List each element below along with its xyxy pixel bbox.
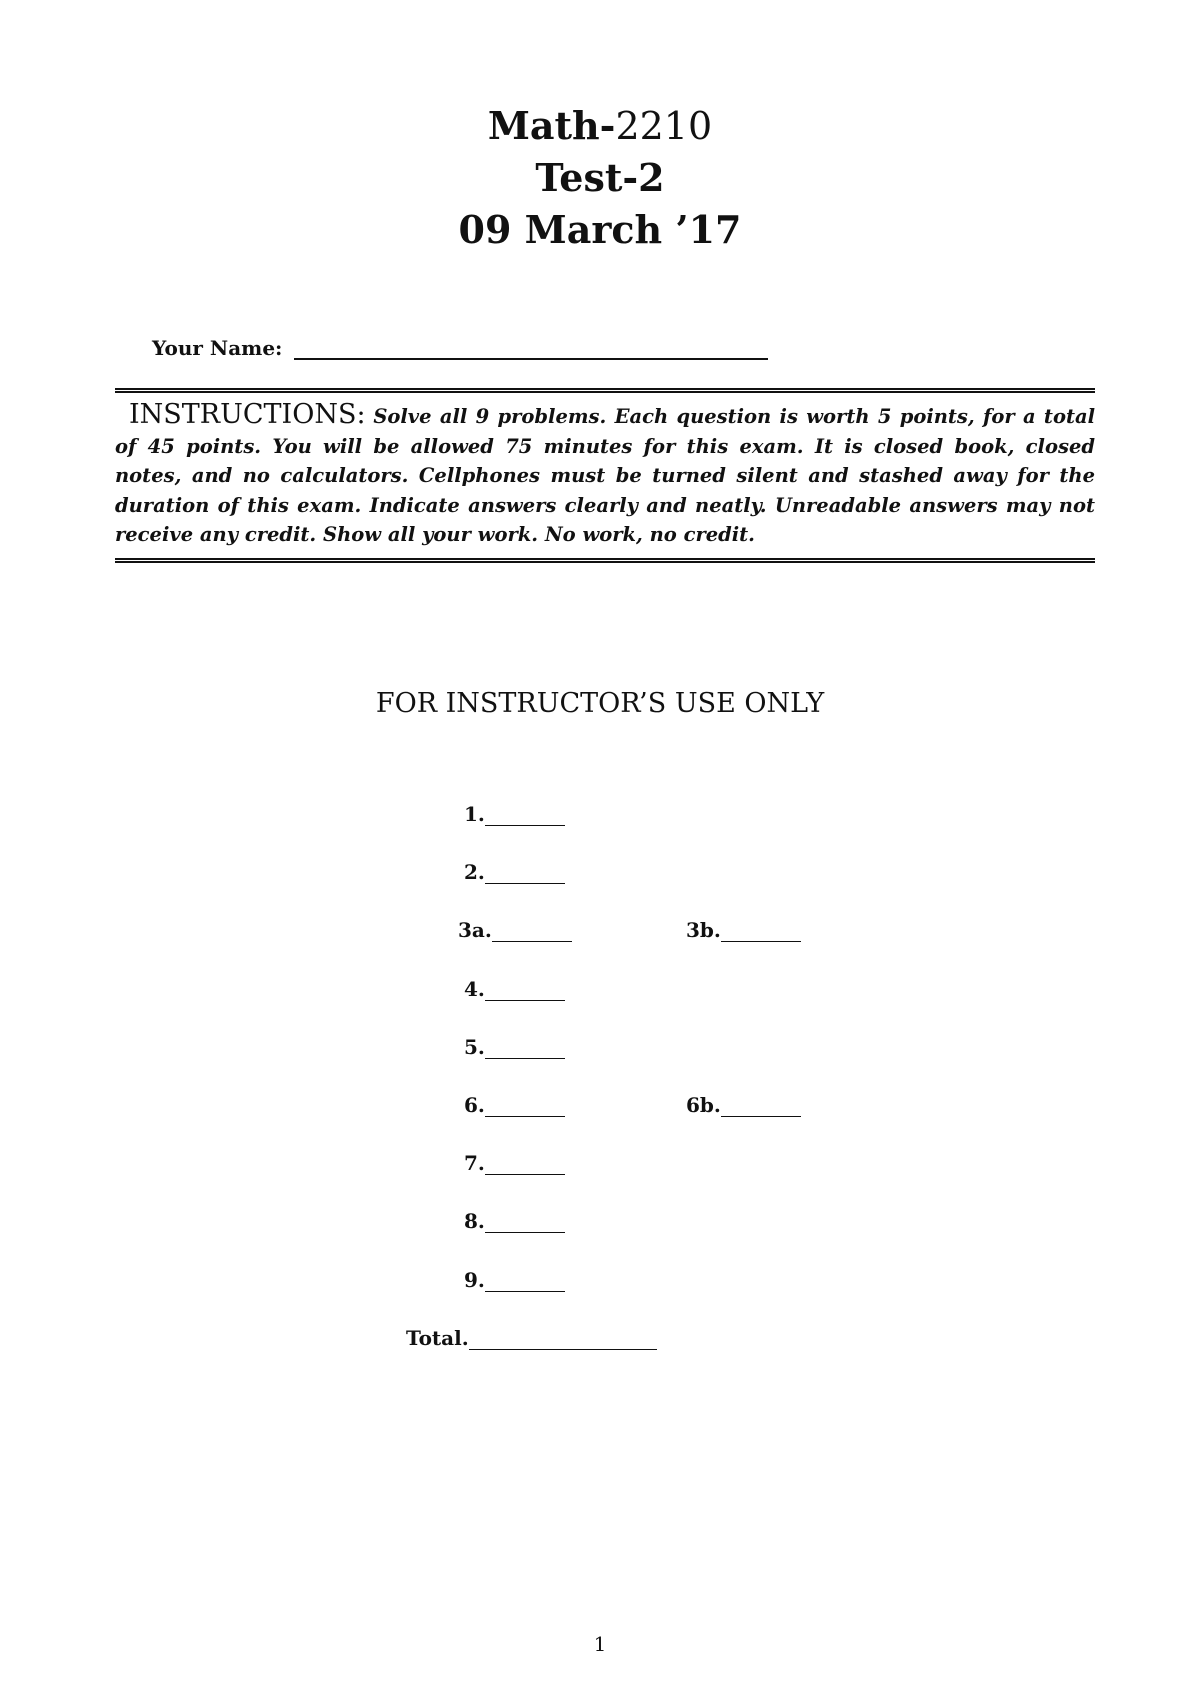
score-blank	[721, 923, 801, 942]
score-label: 2.	[464, 860, 485, 884]
name-label: Your Name:	[152, 336, 283, 360]
score-row-6	[464, 1093, 565, 1117]
score-blank	[485, 1156, 565, 1175]
score-row-7	[464, 1151, 565, 1175]
score-blank	[492, 923, 572, 942]
score-blank	[721, 1098, 801, 1117]
score-label: 1.	[464, 802, 485, 826]
score-row-6b	[686, 1093, 801, 1117]
test-title: Test-2	[535, 155, 665, 200]
total-blank	[469, 1331, 657, 1350]
score-blank	[485, 982, 565, 1001]
instructions-paragraph	[115, 400, 1095, 550]
score-row-2	[464, 860, 565, 884]
course-number: 2210	[615, 104, 713, 148]
instructions-box	[115, 388, 1095, 563]
score-blank	[485, 1273, 565, 1292]
score-label: 3a.	[458, 918, 492, 942]
name-field	[152, 336, 768, 360]
score-row-1	[464, 802, 565, 826]
score-label: 3b.	[686, 918, 721, 942]
exam-date: 09 March ’17	[458, 207, 742, 252]
score-label: 5.	[464, 1035, 485, 1059]
score-blank	[485, 1098, 565, 1117]
score-row-3b	[686, 918, 801, 942]
instructions-body: Solve all 9 problems. Each question is worth 5 points, for a total of 45 points. You will be allowed 75 minutes for this exam. It is closed book, closed notes, and no calculators. Cellphones must be turned silent and stashed away for the duration of this exam. Indicate answers clearly and neatly. Unreadable answers may not receive any credit. Show all your work. No work, no credit.	[115, 405, 1096, 546]
score-row-4	[464, 977, 565, 1001]
score-row-9	[464, 1268, 565, 1292]
instructions-label: INSTRUCTIONS:	[129, 399, 366, 430]
score-row-5	[464, 1035, 565, 1059]
score-row-3a	[458, 918, 572, 942]
score-label: 7.	[464, 1151, 485, 1175]
score-row-8	[464, 1209, 565, 1233]
score-label: 6b.	[686, 1093, 721, 1117]
score-label: 8.	[464, 1209, 485, 1233]
instructor-section-heading: FOR INSTRUCTOR’S USE ONLY	[375, 688, 825, 719]
score-row-total	[406, 1326, 657, 1350]
course-title	[0, 100, 1200, 152]
total-label: Total.	[406, 1326, 469, 1350]
score-blank	[485, 1040, 565, 1059]
score-blank	[485, 865, 565, 884]
score-label: 4.	[464, 977, 485, 1001]
score-label: 9.	[464, 1268, 485, 1292]
score-blank	[485, 1214, 565, 1233]
name-input-line[interactable]	[294, 338, 768, 360]
score-label: 6.	[464, 1093, 485, 1117]
course-prefix: Math-	[487, 103, 616, 148]
page-number: 1	[593, 1632, 607, 1656]
exam-title	[0, 100, 1200, 256]
score-blank	[485, 807, 565, 826]
